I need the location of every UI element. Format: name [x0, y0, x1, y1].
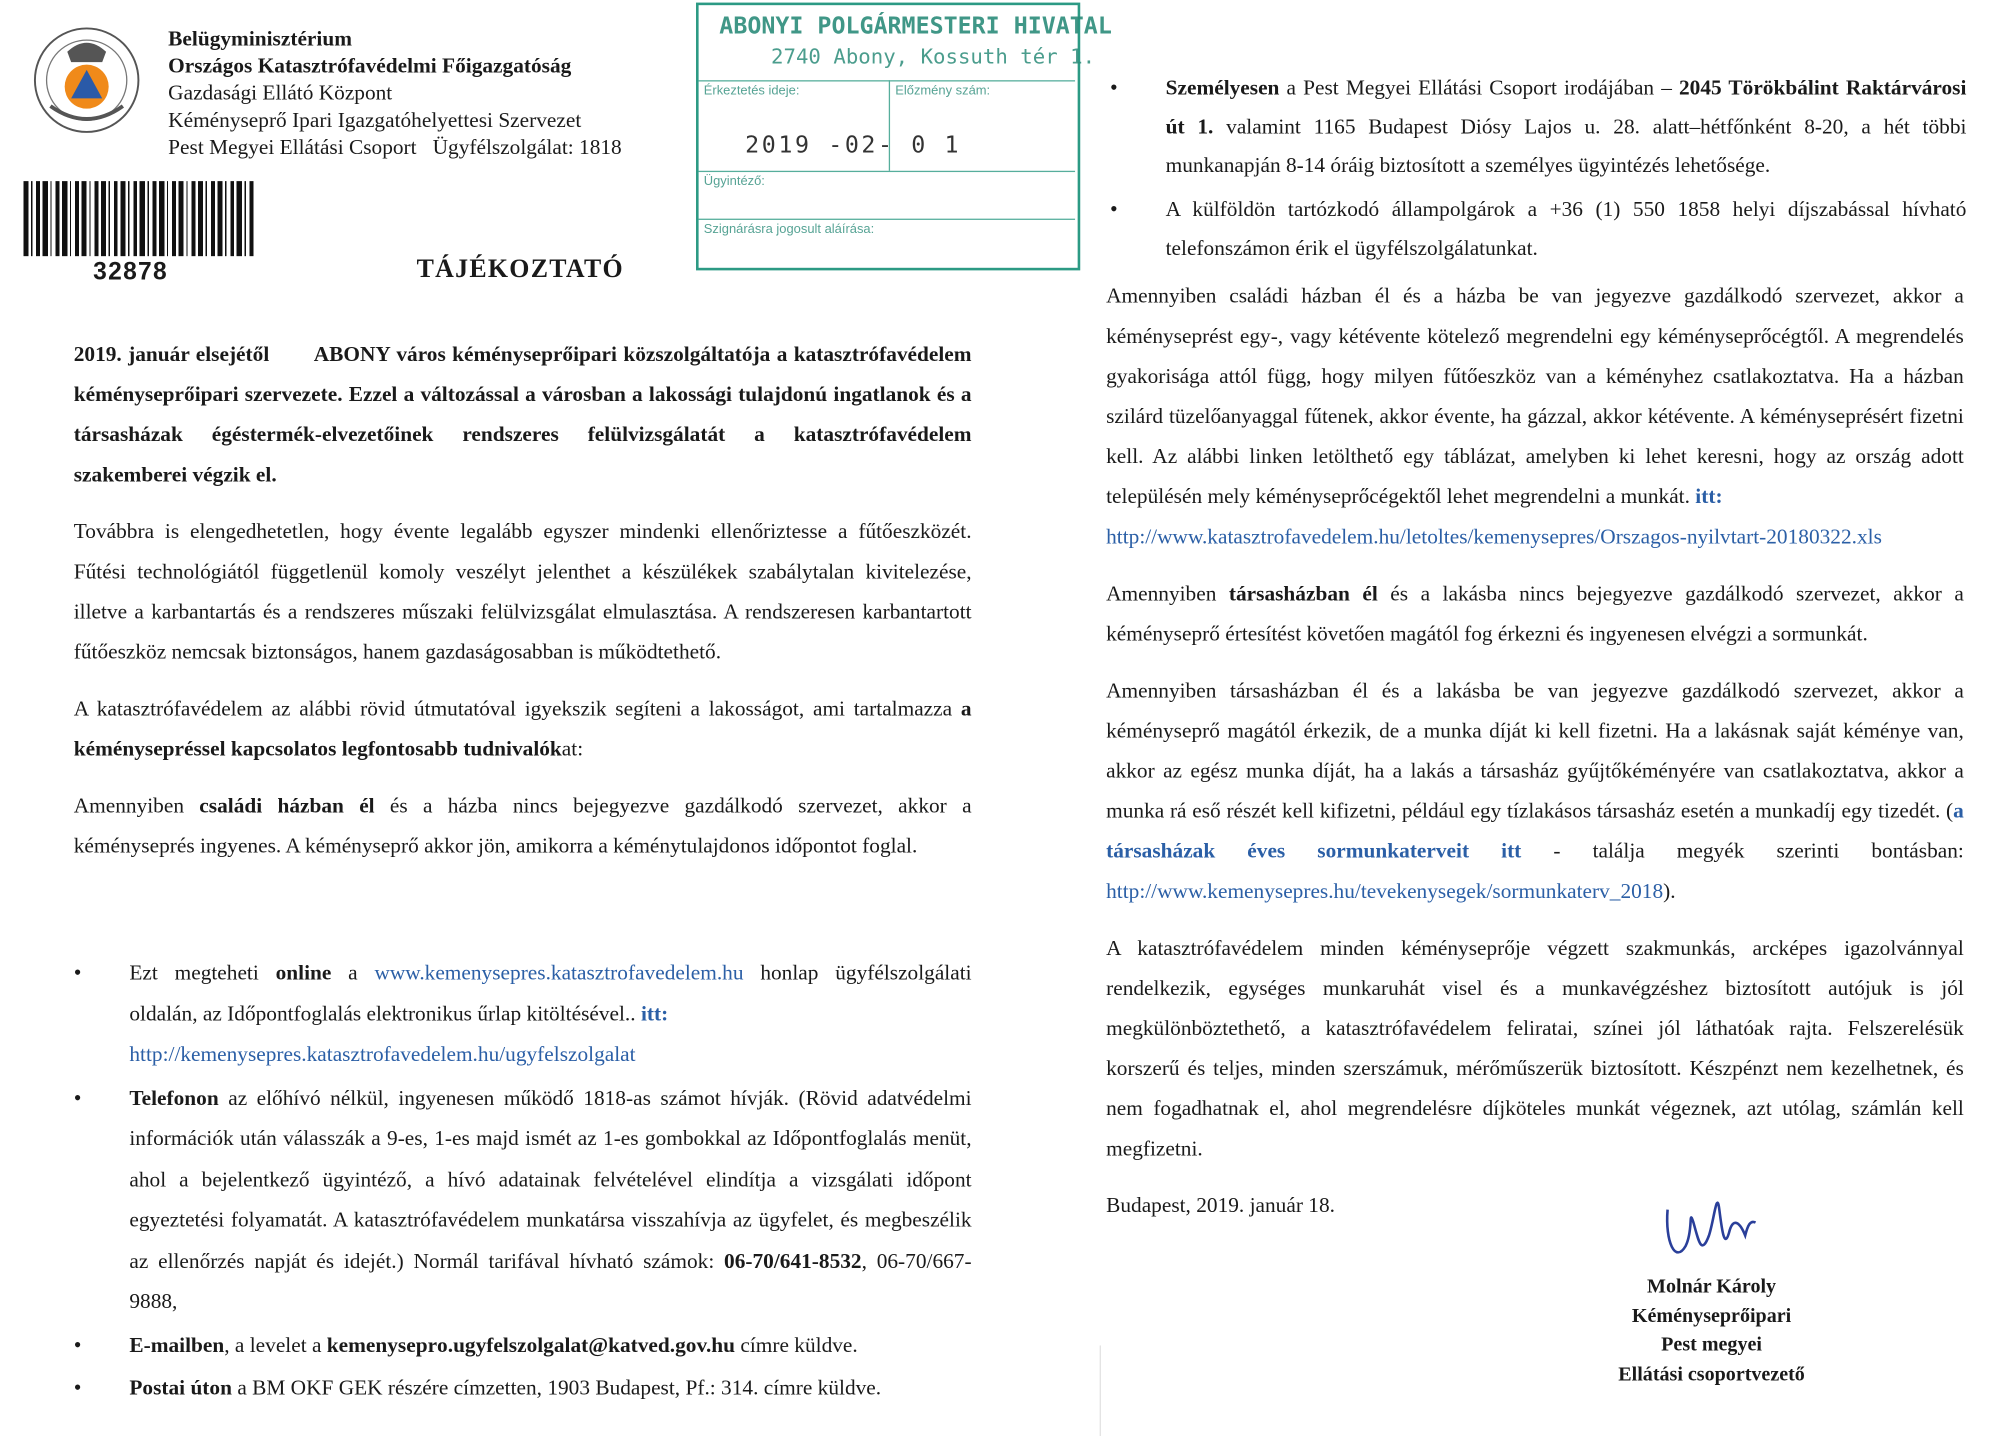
schedule-link[interactable]: a társasházak éves sormunkaterveit itt [1106, 798, 1964, 863]
signer-title-1: Kéményseprőipari [1631, 1304, 1792, 1327]
stamp-ref-label: Előzmény szám: [890, 80, 1075, 171]
signature-icon [1660, 1184, 1763, 1275]
email-address[interactable]: kemenyseprо.ugyfelszolgalat@katved.gov.hu [326, 1331, 736, 1357]
left-column [74, 334, 972, 883]
list-item-post: • Postai úton a BM OKF GEK részére címzetten, 1903 Budapest, Pf.: 314. címre küldve. [74, 1367, 972, 1408]
stamp-date: 2019 -02- 0 1 [745, 131, 962, 160]
service-url-link[interactable]: http://kemenysepres.katasztrofavedelem.hu/ugyfelszolgalat [129, 1041, 636, 1067]
signature-block [1589, 1273, 1835, 1389]
org-deputy: Kéményseprő Ipari Igazgatóhelyettesi Szervezet [168, 107, 582, 132]
org-group: Pest Megyei Ellátási Csoport Ügyfélszolgálat: 1818 [168, 134, 622, 160]
intro-date: 2019. január elsejétől [73, 341, 270, 367]
schedule-url-link[interactable]: http://www.kemenyseprеs.hu/tevekenysegek/sormunkaterv_2018 [1106, 878, 1664, 904]
paragraph-inspection: Továbbra is elengedhetetlen, hogy évente legalább egyszer mindenki ellenőriztesse a fűtőeszközét. Fűtési technológiától függetlenül komoly veszélyt jelenthet a készülékek szabálytalan kivitelezése, illetve a karbantartás és a rendszeres műszaki felülvizsgálat elmulasztása. A rendszeresen karbantartott fűtőeszköz nemcsak biztonságos, hanem gazdaságosabban is működtethető. [73, 518, 972, 664]
booking-methods-list [74, 952, 972, 1411]
barcode [23, 181, 253, 256]
stamp-office: ABONYI POLGÁRMESTERI HIVATAL [719, 12, 1112, 41]
signer-name: Molnár Károly [1647, 1275, 1777, 1298]
signer-title-2: Pest megyei [1661, 1333, 1762, 1356]
list-item-in-person: • Személyesen a Pest Megyei Ellátási Csoport irodájában – 2045 Törökbálint Raktárvárosi út 1. valamint 1165 Budapest Diósy Lajos u. 28. alatt–hétfőnként 8-20, a hét többi munkanapján 8-14 óráig biztosított a személyes ügyintézés lehetősége. [1110, 69, 1966, 185]
paragraph-company-house: Amennyiben családi házban él és a házba be van jegyezve gazdálkodó szervezet, akkor a kéményseprést egy-, vagy kétévente kötelező megrendelni egy kéményseprőcégtől. A megrendelés gyakorisága attól függ, hogy milyen fűtőeszköz van a kéményhez csatlakoztatva. Ha a házban szilárd tüzelőanyaggal fűtenek, akkor évente, ha gázzal, akkor kétévente. A kéményseprésért fizetni kell. Az alábbi linken letölthető egy táblázat, amelyben ki lehet keresni, hogy az ország adott településén mely kéményseprőcégektől lehet megrendelni a munkát. itt: http://www.katasztrofavedelem.hu/letoltes/kemenyseprеs/Orszagos-nyilvtart-20180322.xls [1106, 283, 1964, 549]
stamp-sign-label: Szignárásra jogosult aláírása: [699, 219, 1075, 268]
emblem-icon [31, 16, 142, 138]
website-link[interactable]: www.kemenysepres.katasztrofavedelem.hu [374, 959, 744, 985]
barcode-number: 32878 [93, 258, 168, 286]
stamp-address: 2740 Abony, Kossuth tér 1. [771, 43, 1096, 69]
list-item-abroad: • A külföldön tartózkodó állampolgárok a +36 (1) 550 1858 helyi díjszabással hívható telefonszámon érik el ügyfélszolgálatunkat. [1110, 190, 1966, 268]
org-ministry: Belügyminisztérium [168, 25, 352, 51]
paragraph-condominium: Amennyiben társasházban él és a lakásba nincs bejegyezve gazdálkodó szervezet, akkor a kéményseprő értesítést követően magától fog érkezni és ingyenesen elvégzi a sormunkát. [1106, 580, 1964, 646]
place-date: Budapest, 2019. január 18. [1106, 1192, 1335, 1218]
registry-stamp [696, 3, 1112, 271]
org-center: Gazdasági Ellátó Központ [168, 80, 393, 105]
right-column [1106, 276, 1964, 1185]
registry-xls-link[interactable]: http://www.katasztrofavedelem.hu/letoltes/kemenyseprеs/Orszagos-nyilvtart-20180322.xls [1106, 523, 1882, 549]
signer-title-3: Ellátási csoportvezető [1618, 1362, 1805, 1385]
paragraph-condominium-company: Amennyiben társasházban él és a lakásba be van jegyezve gazdálkodó szervezet, akkor a kéményseprő magától érkezik, de a munka díját ki kell fizetni. Ha a lakásnak saját kéménye van, akkor az egész munka díját, ha a lakás a társasház gyűjtőkéményére van csatlakoztatva, akkor a munka rá eső részét kell kifizetni, például egy tízlakásos társasház esetén a munkadíj egy tizedét. (a társasházak éves sormunkaterveit itt - találja megyék szerinti bontásban: http://www.kemenyseprеs.hu/tevekenysegek/sormunkaterv_2018). [1106, 677, 1964, 904]
intro-text: ABONY város kéményseprőipari közszolgáltatója a katasztrófavédelem kéményseprőipari szervezete. Ezzel a változással a városban a lakossági tulajdonú ingatlanok és a társasházak égéstermék-elvezetőinek rendszeres felülvizsgálatát a katasztrófavédelem szakemberei végzik el. [73, 341, 972, 487]
list-item-online: • Ezt megteheti online a www.kemenysepres.katasztrofavedelem.hu honlap ügyfélszolgálati oldalán, az Időpontfoglalás elektronikus űrlap kitöltésével.. itt: http://kemenysepres.katasztrofavedelem.hu/ugyfelszolgalat [74, 952, 972, 1074]
list-item-email: • E-mailben, a levelet a kemenyseprо.ugyfelszolgalat@katved.gov.hu címre küldve. [74, 1324, 972, 1365]
paragraph-guide: A katasztrófavédelem az alábbi rövid útmutatóval igyekszik segíteni a lakosságot, ami tartalmazza a kéménysepréssel kapcsolatos legfontosabb tudnivalókat: [73, 696, 972, 761]
list-item-phone: • Telefonon az előhívó nélkül, ingyenesen működő 1818-as számot hívják. (Rövid adatvédelmi információk után válasszák a 9-es, 1-es majd ismét az 1-es gombokkal az Időpontfoglalás menüt, ahol a bejelentkező ügyintéző, a hívó adatainak felvételével elindítja a vizsgálati időpont egyeztetési folyamatát. A katasztrófavédelem munkatársa visszahívja az ügyfelet, és megbeszélik az ellenőrzés napját és idejét.) Normál tarifával hívható számok: 06-70/641-8532, 06-70/667-9888, [74, 1077, 972, 1322]
column-divider [1100, 1345, 1101, 1436]
paragraph-sweeper-identity: A katasztrófavédelem minden kéményseprője végzett szakmunkás, arcképes igazolvánnyal rendelkezik, egységes munkaruhát visel és a munkavégzéshez biztosított autójuk is jól megkülönböztethető, a katasztrófavédelem feliratai, színei jól láthatóak rajta. Felszerelésük korszerű és teljes, minden szerszámuk, mérőműszerük biztosított. Készpénzt nem kezelhetnek, és nem fogadhatnak el, ahol megrendelésre díjköteles munkát végeznek, azt utólag, számlán kell megfizetni. [1106, 935, 1964, 1161]
document-title: TÁJÉKOZTATÓ [416, 254, 624, 284]
org-directorate: Országos Katasztrófavédelmi Főigazgatóság [168, 53, 572, 78]
intro-paragraph [74, 334, 972, 494]
stamp-received-label: Érkeztetés ideje: [699, 80, 890, 171]
paragraph-family-house: Amennyiben családi házban él és a házba nincs bejegyezve gazdálkodó szervezet, akkor a kéményseprés ingyenes. A kéményseprő akkor jön, amikorra a kéménytulajdonos időpontot foglal. [73, 793, 972, 858]
organization-header [168, 25, 622, 161]
contact-methods-list [1110, 69, 1966, 273]
stamp-handler-label: Ügyintéző: [699, 171, 1075, 219]
